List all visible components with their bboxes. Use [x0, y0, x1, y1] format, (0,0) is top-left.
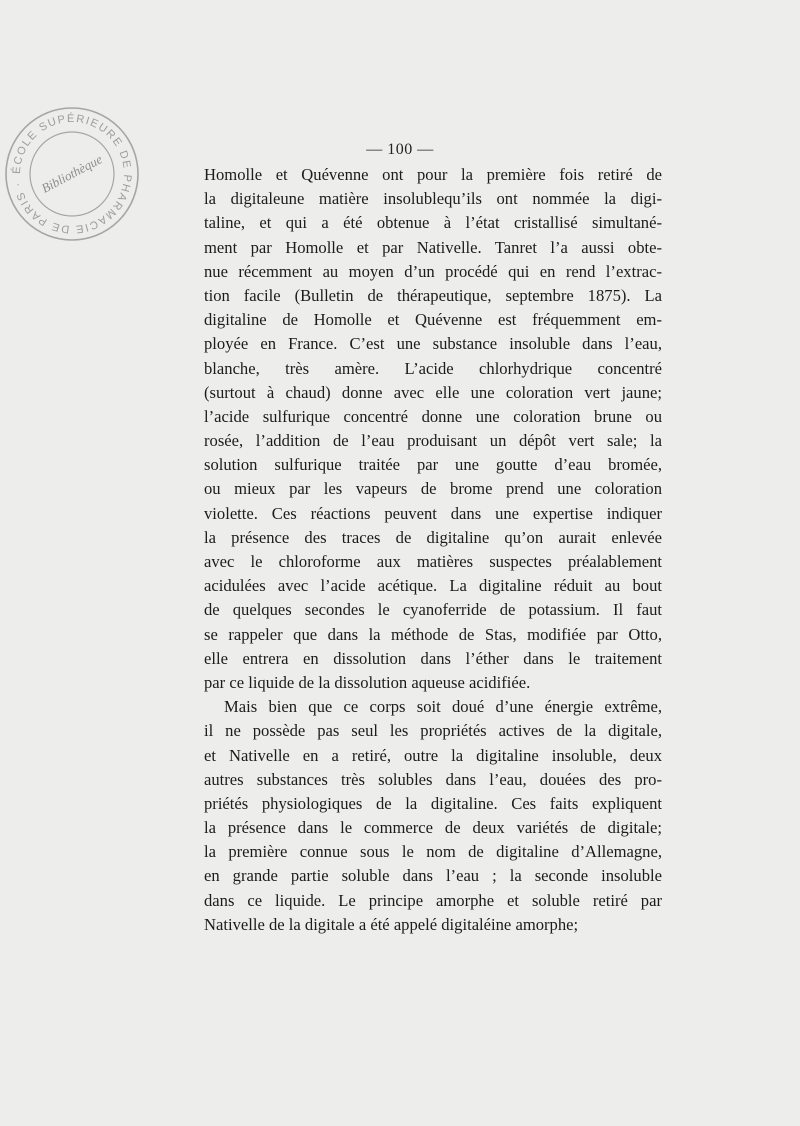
text-line: digitaline de Homolle et Quévenne est fréquemment em-: [204, 310, 662, 330]
text-line: Homolle et Quévenne ont pour la première fois retiré de: [204, 165, 662, 184]
text-line: violette. Ces réactions peuvent dans une expertise indiquer: [204, 503, 662, 523]
body-text: [204, 163, 662, 937]
text-line: taline, et qui a été obtenue à l’état cristallisé simultané-: [204, 213, 662, 233]
text-line: blanche, très amère. L’acide chlorhydrique concentré: [204, 358, 662, 378]
text-line: l’acide sulfurique concentré donne une coloration brune ou: [204, 406, 662, 426]
text-line: de quelques secondes le cyanoferride de potassium. Il faut: [204, 600, 662, 620]
svg-text:ÉCOLE SUPÉRIEURE DE PHARMACIE: ÉCOLE SUPÉRIEURE DE PHARMACIE DE PARIS ·: [10, 112, 134, 236]
text-line: et Nativelle en a retiré, outre la digitaline insoluble, deux: [204, 745, 662, 765]
text-line: la présence des traces de digitaline qu’on aurait enlevée: [204, 527, 662, 547]
text-line: la présence dans le commerce de deux variétés de digitale;: [204, 818, 662, 838]
library-stamp: [0, 100, 146, 248]
paragraph: [204, 695, 662, 937]
text-line: la digitaleune matière insolublequ’ils ont nommée la digi-: [204, 189, 662, 209]
text-line: (surtout à chaud) donne avec elle une coloration vert jaune;: [204, 382, 662, 402]
text-line: se rappeler que dans la méthode de Stas, modifiée par Otto,: [204, 624, 662, 644]
text-line: il ne possède pas seul les propriétés actives de la digitale,: [204, 721, 662, 741]
text-line: solution sulfurique traitée par une goutte d’eau bromée,: [204, 455, 662, 475]
svg-text:Bibliothèque: Bibliothèque: [38, 151, 105, 196]
text-line: avec le chloroforme aux matières suspectes préalablement: [204, 552, 662, 571]
text-line: par ce liquide de la dissolution aqueuse acidifiée.: [204, 672, 531, 692]
text-line: dans ce liquide. Le principe amorphe et soluble retiré par: [204, 890, 662, 910]
paragraph: [204, 163, 662, 695]
text-line: ployée en France. C’est une substance insoluble dans l’eau,: [204, 334, 662, 354]
text-line: tion facile (Bulletin de thérapeutique, septembre 1875). La: [204, 285, 662, 305]
text-line: la première connue sous le nom de digitaline d’Allemagne,: [204, 842, 662, 862]
page-number: — 100 —: [366, 141, 434, 158]
text-line: acidulées avec l’acide acétique. La digitaline réduit au bout: [204, 576, 662, 596]
text-line: priétés physiologiques de la digitaline. Ces faits expliquent: [204, 793, 662, 813]
text-line: nue récemment au moyen d’un procédé qui en rend l’extrac-: [204, 261, 662, 281]
text-line: Mais bien que ce corps soit doué d’une énergie extrême,: [224, 697, 662, 717]
text-line: autres substances très solubles dans l’eau, douées des pro-: [204, 769, 662, 789]
text-line: elle entrera en dissolution dans l’éther dans le traitement: [204, 648, 662, 668]
text-line: Nativelle de la digitale a été appelé digitaléine amorphe;: [204, 914, 579, 934]
text-line: en grande partie soluble dans l’eau ; la seconde insoluble: [204, 866, 662, 886]
text-line: ment par Homolle et par Nativelle. Tanret l’a aussi obte-: [204, 237, 662, 257]
library-stamp-icon: [0, 100, 146, 248]
text-line: rosée, l’addition de l’eau produisant un dépôt vert sale; la: [204, 431, 662, 451]
text-line: ou mieux par les vapeurs de brome prend une coloration: [204, 479, 662, 499]
